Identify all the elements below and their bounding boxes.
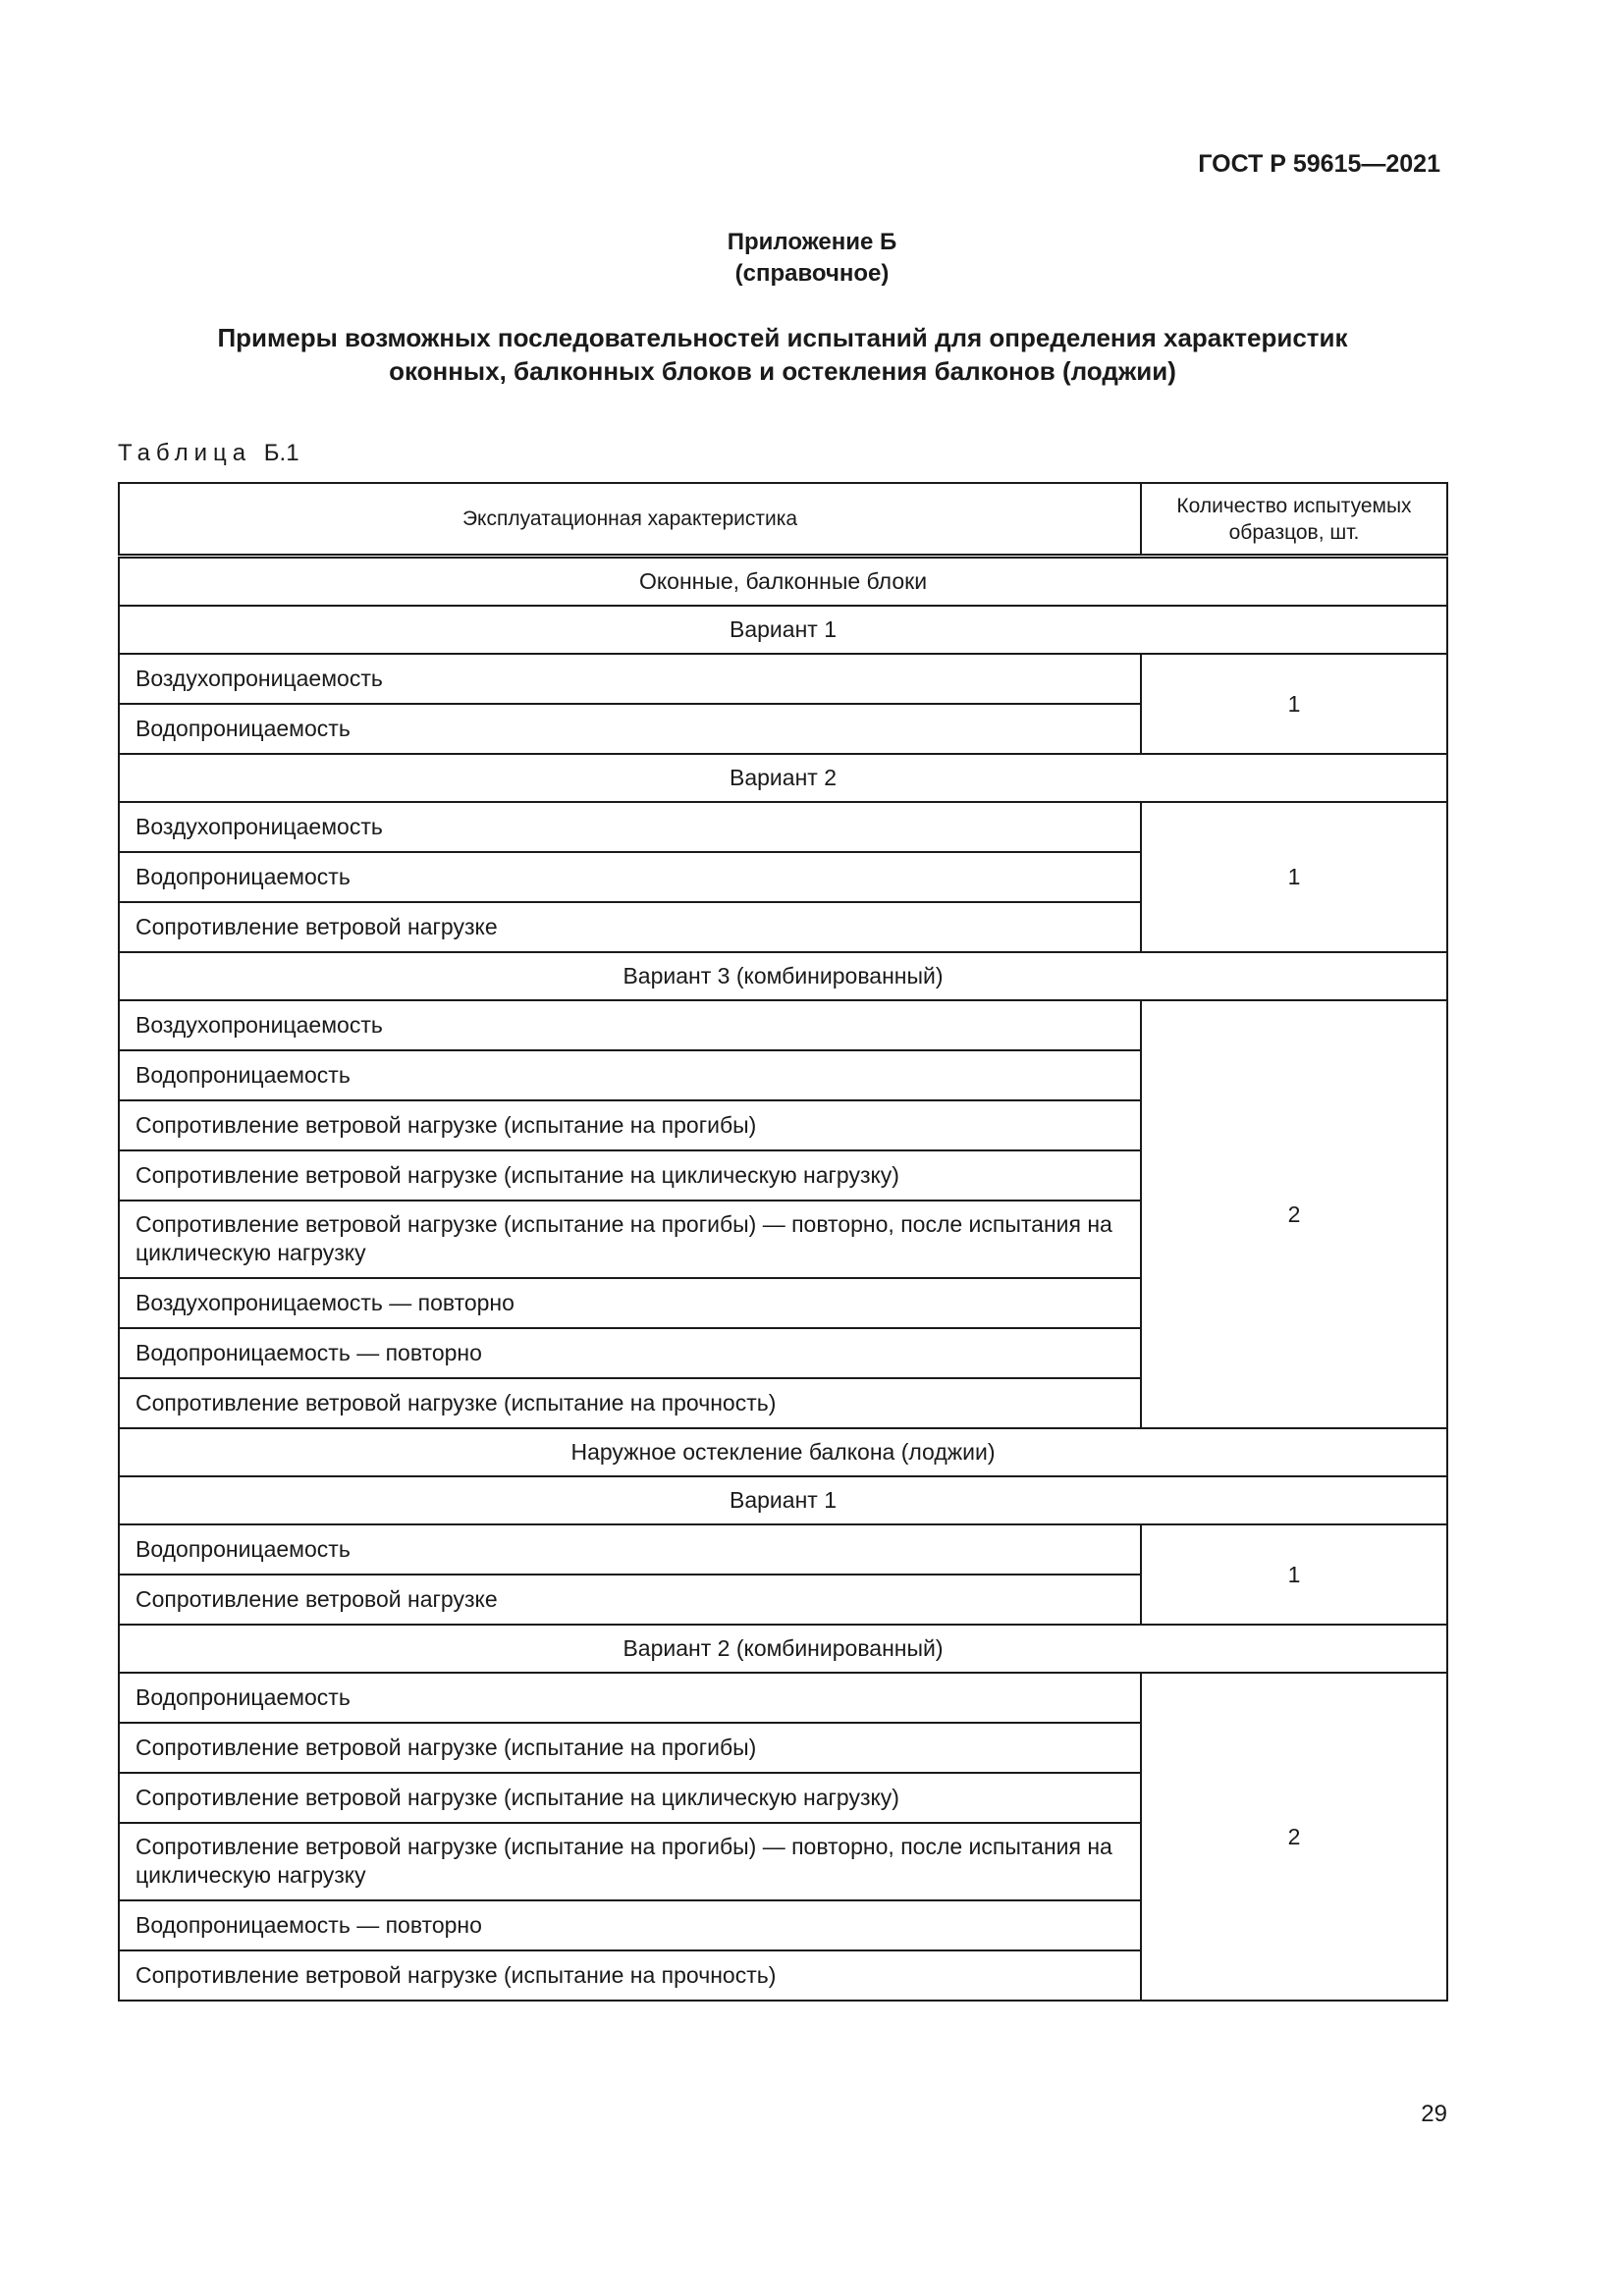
variant-row bbox=[119, 754, 1447, 802]
tests-table bbox=[118, 482, 1448, 2002]
feature-cell: Воздухопроницаемость bbox=[119, 654, 1141, 704]
section-title: Наружное остекление балкона (лоджии) bbox=[119, 1428, 1447, 1476]
quantity-cell: 2 bbox=[1141, 1000, 1447, 1428]
feature-cell: Водопроницаемость bbox=[119, 1673, 1141, 1723]
feature-cell: Сопротивление ветровой нагрузке (испытание на прогибы) — повторно, после испытания на циклическую нагрузку bbox=[119, 1823, 1141, 1900]
table-row bbox=[119, 1000, 1447, 1050]
table-body bbox=[119, 557, 1447, 2002]
feature-cell: Сопротивление ветровой нагрузке (испытание на циклическую нагрузку) bbox=[119, 1773, 1141, 1823]
table-caption bbox=[118, 440, 299, 467]
feature-cell: Сопротивление ветровой нагрузке (испытание на прочность) bbox=[119, 1378, 1141, 1428]
feature-cell: Водопроницаемость bbox=[119, 704, 1141, 754]
variant-title: Вариант 1 bbox=[119, 1476, 1447, 1524]
page-number: 29 bbox=[1421, 2101, 1447, 2127]
annex-title: Приложение Б bbox=[727, 229, 897, 255]
feature-cell: Водопроницаемость bbox=[119, 852, 1141, 902]
table-header-row bbox=[119, 483, 1447, 557]
variant-title: Вариант 2 (комбинированный) bbox=[119, 1625, 1447, 1673]
annex-kind: (справочное) bbox=[734, 260, 890, 287]
feature-cell: Воздухопроницаемость — повторно bbox=[119, 1278, 1141, 1328]
variant-row bbox=[119, 1625, 1447, 1673]
section-title: Оконные, балконные блоки bbox=[119, 557, 1447, 607]
variant-row bbox=[119, 1476, 1447, 1524]
table-row bbox=[119, 1673, 1447, 1723]
feature-cell: Сопротивление ветровой нагрузке bbox=[119, 1575, 1141, 1625]
annex-heading-line: Примеры возможных последовательностей испытаний для определения характеристик bbox=[217, 323, 1348, 352]
column-header-feature: Эксплуатационная характеристика bbox=[119, 483, 1141, 557]
feature-cell: Сопротивление ветровой нагрузке (испытание на прогибы) bbox=[119, 1100, 1141, 1150]
annex-heading bbox=[118, 321, 1447, 388]
standard-code: ГОСТ Р 59615—2021 bbox=[1198, 150, 1440, 178]
feature-cell: Сопротивление ветровой нагрузке (испытание на циклическую нагрузку) bbox=[119, 1150, 1141, 1201]
feature-cell: Сопротивление ветровой нагрузке bbox=[119, 902, 1141, 952]
variant-title: Вариант 3 (комбинированный) bbox=[119, 952, 1447, 1000]
quantity-cell: 1 bbox=[1141, 654, 1447, 754]
feature-cell: Сопротивление ветровой нагрузке (испытание на прочность) bbox=[119, 1950, 1141, 2001]
variant-row bbox=[119, 952, 1447, 1000]
section-row bbox=[119, 557, 1447, 607]
quantity-cell: 1 bbox=[1141, 1524, 1447, 1625]
feature-cell: Воздухопроницаемость bbox=[119, 1000, 1141, 1050]
feature-cell: Воздухопроницаемость bbox=[119, 802, 1141, 852]
table-caption-label: Таблица bbox=[118, 440, 252, 466]
feature-cell: Сопротивление ветровой нагрузке (испытание на прогибы) bbox=[119, 1723, 1141, 1773]
variant-title: Вариант 2 bbox=[119, 754, 1447, 802]
table-row bbox=[119, 1524, 1447, 1575]
quantity-cell: 1 bbox=[1141, 802, 1447, 952]
feature-cell: Водопроницаемость — повторно bbox=[119, 1900, 1141, 1950]
table-row bbox=[119, 654, 1447, 704]
quantity-cell: 2 bbox=[1141, 1673, 1447, 2001]
feature-cell: Водопроницаемость bbox=[119, 1524, 1141, 1575]
section-row bbox=[119, 1428, 1447, 1476]
variant-title: Вариант 1 bbox=[119, 606, 1447, 654]
table-caption-number: Б.1 bbox=[263, 440, 299, 466]
feature-cell: Сопротивление ветровой нагрузке (испытание на прогибы) — повторно, после испытания на циклическую нагрузку bbox=[119, 1201, 1141, 1278]
table-row bbox=[119, 802, 1447, 852]
column-header-quantity: Количество испытуемых образцов, шт. bbox=[1141, 483, 1447, 557]
feature-cell: Водопроницаемость bbox=[119, 1050, 1141, 1100]
variant-row bbox=[119, 606, 1447, 654]
feature-cell: Водопроницаемость — повторно bbox=[119, 1328, 1141, 1378]
annex-heading-line: оконных, балконных блоков и остекления балконов (лоджии) bbox=[389, 356, 1176, 386]
